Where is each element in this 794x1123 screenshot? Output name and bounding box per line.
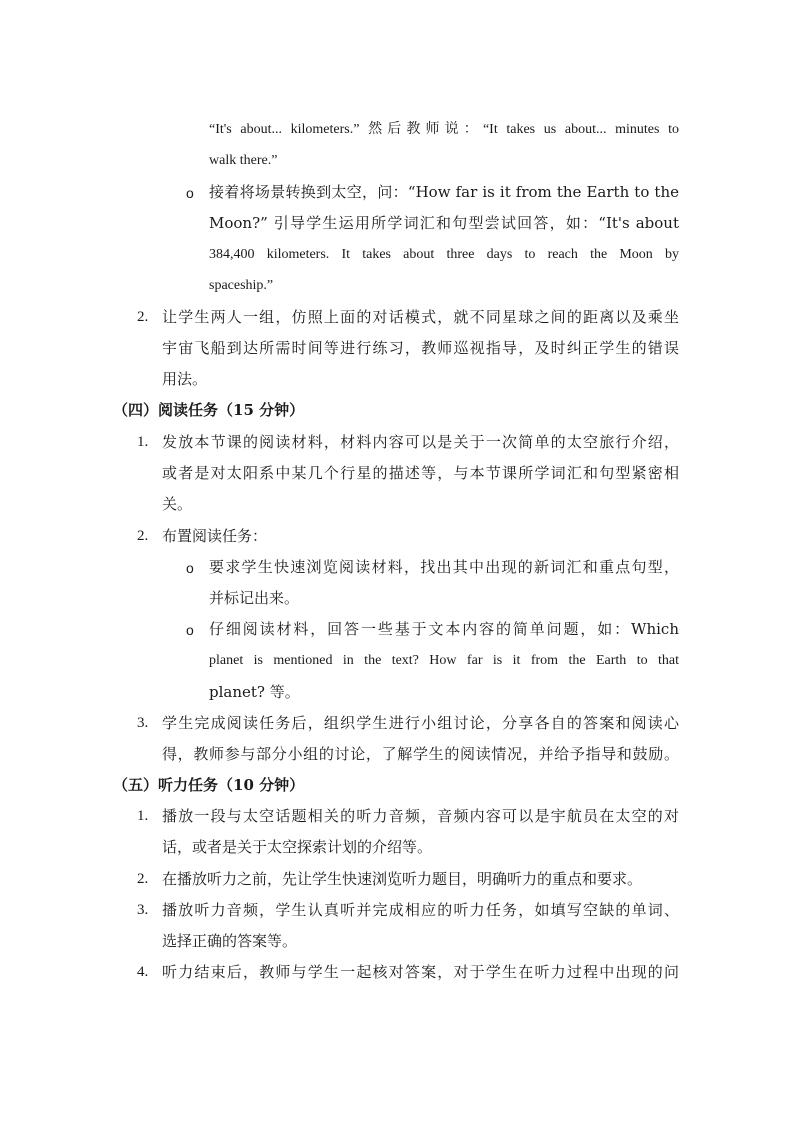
bullet-icon: o — [186, 185, 194, 201]
s4-item1-line-1: 发放本节课的阅读材料，材料内容可以是关于一次简单的太空旅行介绍， — [162, 433, 679, 451]
s4-item1-line-3: 关。 — [162, 495, 193, 513]
list-number: 2. — [137, 528, 149, 544]
s5-item4-line-1: 听力结束后，教师与学生一起核对答案，对于学生在听力过程中出现的问 — [162, 963, 679, 981]
s4-sub2-line-2: planet is mentioned in the text? How far is it from the Earth to that — [209, 653, 679, 668]
s4-item2-line-1: 布置阅读任务： — [162, 527, 268, 545]
s4-sub2-line-1: 仔细阅读材料，回答一些基于文本内容的简单问题，如：Which — [209, 620, 679, 638]
s5-item1-line-1: 播放一段与太空话题相关的听力音频，音频内容可以是宇航员在太空的对 — [162, 807, 679, 825]
moon-line-3: 384,400 kilometers. It takes about three days to reach the Moon by — [209, 247, 679, 262]
s4-sub2-line-3: planet? 等。 — [209, 683, 300, 701]
list-number: 3. — [137, 715, 149, 731]
bullet-icon: o — [186, 560, 194, 576]
s4-sub1-line-1: 要求学生快速浏览阅读材料，找出其中出现的新词汇和重点句型， — [209, 558, 679, 576]
s5-item1-line-2: 话，或者是关于太空探索计划的介绍等。 — [162, 838, 433, 856]
s5-item3-line-1: 播放听力音频，学生认真听并完成相应的听力任务，如填写空缺的单词、 — [162, 901, 679, 919]
section-heading-listening: （五）听力任务（10 分钟） — [113, 776, 305, 794]
s4-sub1-line-2: 并标记出来。 — [209, 589, 300, 607]
item2-line-1: 让学生两人一组，仿照上面的对话模式，就不同星球之间的距离以及乘坐 — [162, 308, 679, 326]
list-number: 2. — [137, 309, 149, 325]
moon-line-2: Moon?” 引导学生运用所学词汇和句型尝试回答，如：“It's about — [209, 214, 679, 232]
s4-item1-line-2: 或者是对太阳系中某几个行星的描述等，与本节课所学词汇和句型紧密相 — [162, 464, 679, 482]
list-number: 2. — [137, 871, 149, 887]
bullet-icon: o — [186, 622, 194, 638]
item2-line-2: 宇宙飞船到达所需时间等进行练习，教师巡视指导，及时纠正学生的错误 — [162, 339, 679, 357]
list-number: 1. — [137, 808, 149, 824]
list-number: 4. — [137, 964, 149, 980]
section-heading-reading: （四）阅读任务（15 分钟） — [113, 401, 305, 419]
s5-item3-line-2: 选择正确的答案等。 — [162, 932, 298, 950]
list-number: 3. — [137, 902, 149, 918]
item2-line-3: 用法。 — [162, 370, 208, 388]
moon-line-1: 接着将场景转换到太空，问：“How far is it from the Earth to the — [209, 183, 679, 201]
intro-line-2: walk there.” — [209, 153, 278, 168]
intro-line-1: “It's about... kilometers.” 然后教师说：“It takes us about... minutes to — [209, 122, 679, 137]
s4-item3-line-1: 学生完成阅读任务后，组织学生进行小组讨论，分享各自的答案和阅读心 — [162, 714, 679, 732]
list-number: 1. — [137, 434, 149, 450]
s5-item2-line-1: 在播放听力之前，先让学生快速浏览听力题目，明确听力的重点和要求。 — [162, 870, 643, 888]
moon-line-4: spaceship.” — [209, 278, 274, 293]
s4-item3-line-2: 得，教师参与部分小组的讨论，了解学生的阅读情况，并给予指导和鼓励。 — [162, 745, 679, 763]
